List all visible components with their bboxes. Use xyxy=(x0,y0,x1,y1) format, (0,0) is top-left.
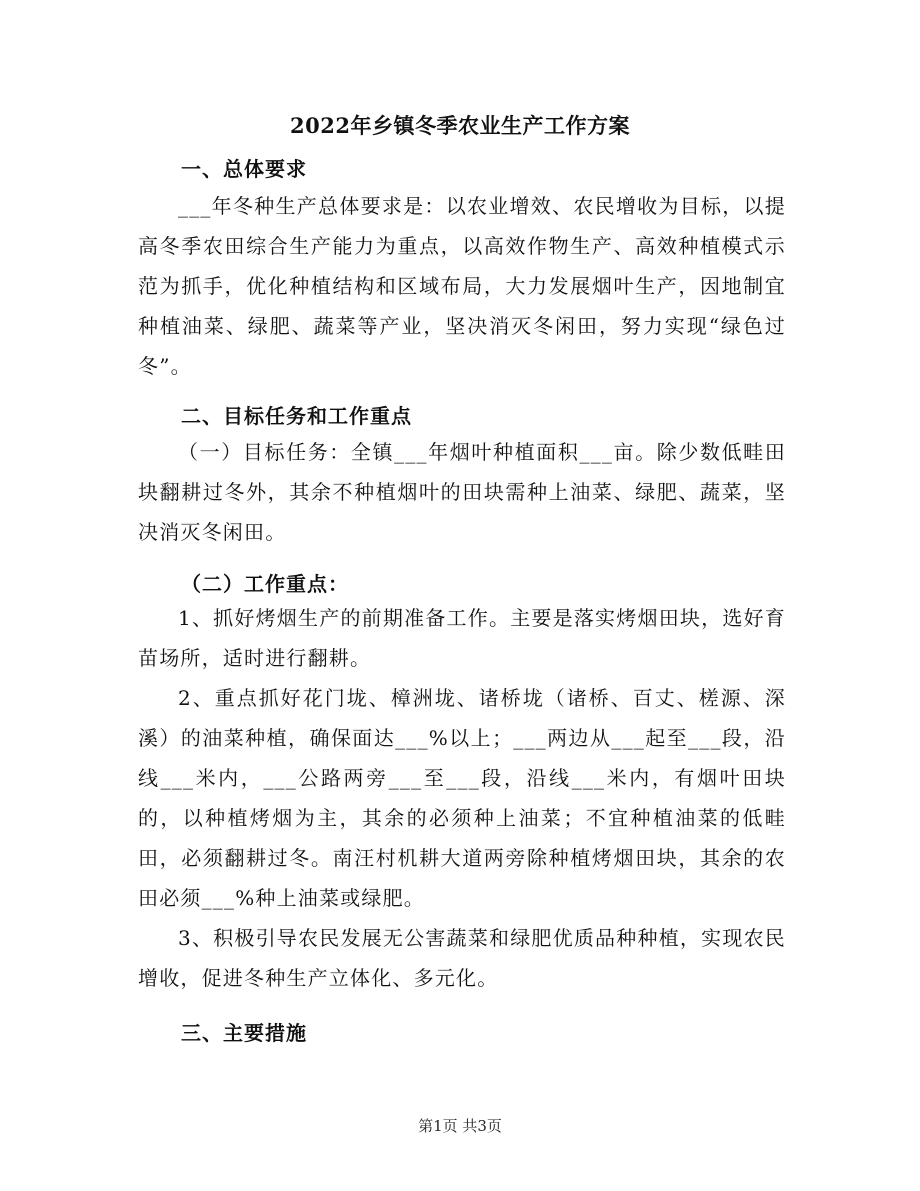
paragraph-goal-tasks: （一）目标任务：全镇___年烟叶种植面积___亩。除少数低畦田块翻耕过冬外，其余不种植烟叶的田块需种上油菜、绿肥、蔬菜，坚决消灭冬闲田。 xyxy=(138,440,786,544)
sub-heading-work-focus xyxy=(181,568,349,597)
list-item-2: 2、重点抓好花门垅、樟洲垅、诸桥垅（诸桥、百丈、槎源、深溪）的油菜种植，确保面达___%以上；___两边从___起至___段，沿线___米内，___公路两旁___至___段，沿线___米内，有烟叶田块的，以种植烤烟为主，其余的必须种上油菜；不宜种植油菜的低畦田，必须翻耕过冬。南汪村机耕大道两旁除种植烤烟田块，其余的农田必须___%种上油菜或绿肥。 xyxy=(138,686,786,910)
sub-heading-work-focus-label: （二）工作重点： xyxy=(181,572,349,596)
section-heading-goals-and-focus: 二、目标任务和工作重点 xyxy=(181,404,412,428)
section-heading-main-measures: 三、主要措施 xyxy=(181,1021,307,1045)
list-item-1: 1、抓好烤烟生产的前期准备工作。主要是落实烤烟田块，选好育苗场所，适时进行翻耕。 xyxy=(138,606,786,670)
section-heading-overall-requirements: 一、总体要求 xyxy=(181,157,307,181)
document-title: 2022年乡镇冬季农业生产工作方案 xyxy=(290,113,630,138)
paragraph-overall-requirements: ___年冬种生产总体要求是：以农业增效、农民增收为目标，以提高冬季农田综合生产能力为重点，以高效作物生产、高效种植模式示范为抓手，优化种植结构和区域布局，大力发展烟叶生产，因地制宜种植油菜、绿肥、蔬菜等产业，坚决消灭冬闲田，努力实现“绿色过冬”。 xyxy=(138,194,786,378)
page-number-footer: 第1页 共3页 xyxy=(418,1117,502,1135)
list-item-3: 3、积极引导农民发展无公害蔬菜和绿肥优质品种种植，实现农民增收，促进冬种生产立体化、多元化。 xyxy=(138,926,786,990)
